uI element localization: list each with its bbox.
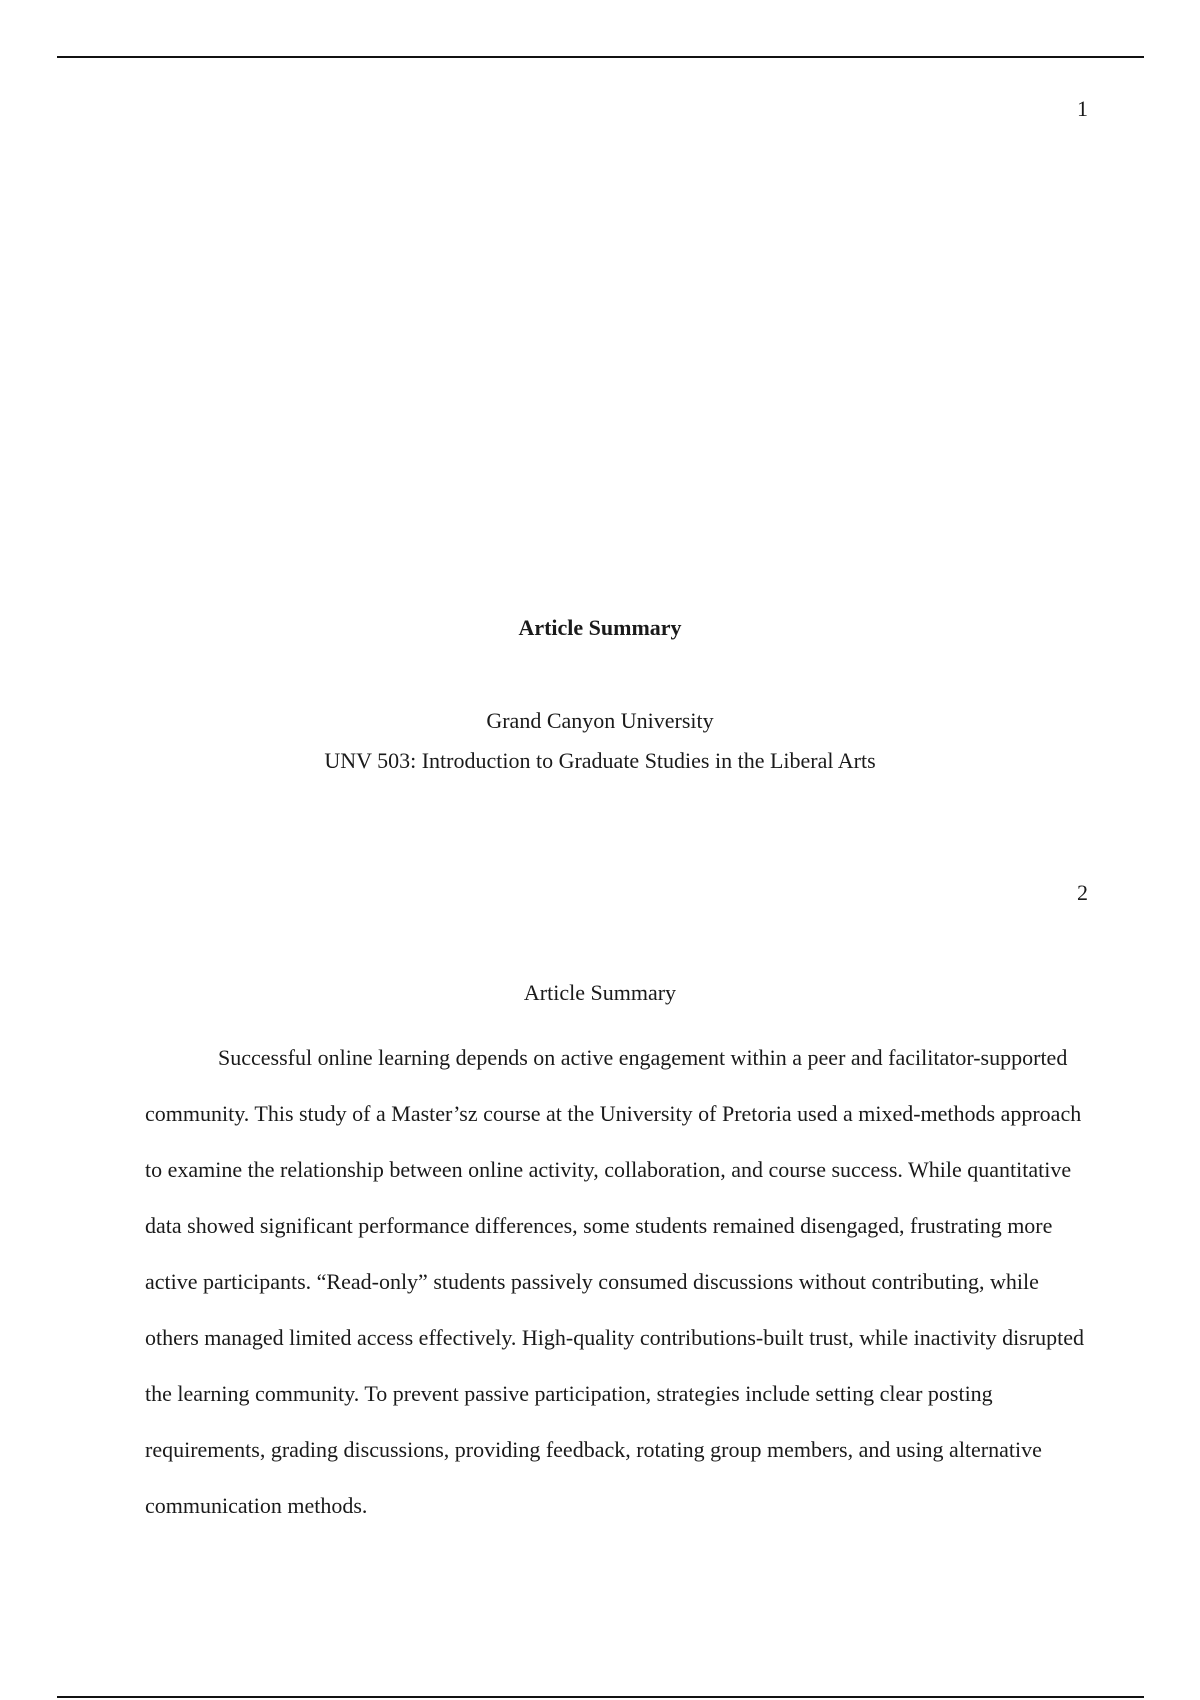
page-number: 1 <box>1077 96 1088 121</box>
summary-paragraph: Successful online learning depends on active engagement within a peer and facilitator-supported community. This study of a Master’sz course at the University of Pretoria used a mixed-methods approach to examine the relationship between online activity, collaboration, and course success. While quantitative data showed significant performance differences, some students remained disengaged, frustrating more active participants. “Read-only” students passively consumed discussions without contributing, while others managed limited access effectively. High-quality contributions-built trust, while inactivity disrupted the learning community. To prevent passive participation, strategies include setting clear posting requirements, grading discussions, providing feedback, rotating group members, and using alternative communication methods. <box>145 1045 1085 1518</box>
institution-name: Grand Canyon University <box>486 708 714 733</box>
page-number: 2 <box>1077 880 1088 905</box>
course-name: UNV 503: Introduction to Graduate Studies in the Liberal Arts <box>324 748 876 773</box>
paper-title: Article Summary <box>518 615 682 640</box>
page-top-border <box>57 56 1144 58</box>
section-heading: Article Summary <box>523 980 677 1005</box>
page-bottom-border <box>57 1696 1144 1698</box>
